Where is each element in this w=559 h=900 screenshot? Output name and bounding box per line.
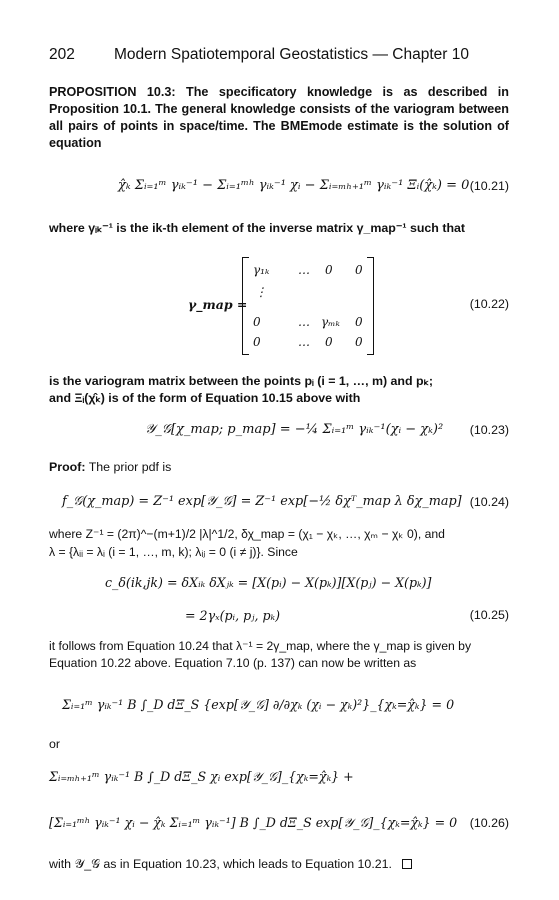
equation-number-10-21: (10.21) bbox=[469, 179, 509, 193]
matrix-cell: γₘₖ bbox=[321, 315, 340, 329]
matrix-cell: 0 bbox=[253, 335, 261, 349]
equation-10-21: χ̂ₖ Σᵢ₌₁ᵐ γᵢₖ⁻¹ − Σᵢ₌₁ᵐʰ γᵢₖ⁻¹ χᵢ − Σᵢ₌ₘₕ₊₁ᵐ γᵢₖ⁻¹ Ξᵢ(χ̂ₖ) = 0 bbox=[118, 178, 470, 193]
equation-number-10-23: (10.23) bbox=[469, 423, 509, 437]
equation-7-10-rewritten: Σᵢ₌₁ᵐ γᵢₖ⁻¹ B ∫_D dΞ_S {exp[𝒴_𝒢] ∂/∂χₖ (χᵢ − χₖ)²}_{χₖ=χ̂ₖ} = 0 bbox=[62, 697, 455, 712]
equation-10-26-line-1: Σᵢ₌ₘₕ₊₁ᵐ γᵢₖ⁻¹ B ∫_D dΞ_S χᵢ exp[𝒴_𝒢]_{χₖ=χ̂ₖ} + bbox=[49, 769, 354, 784]
equation-10-25-line-2: = 2γₓ(pᵢ, pⱼ, pₖ) bbox=[185, 608, 281, 623]
or-word: or bbox=[49, 737, 61, 751]
proposition-text: The specificatory knowledge is as described in Proposition 10.1. The general knowledge consists of the variogram between all pairs of points in space/time. The BMEmode estimate is the solution of equation bbox=[49, 85, 510, 150]
equation-number-10-26: (10.26) bbox=[469, 816, 509, 830]
proposition-label: PROPOSITION 10.3: bbox=[49, 85, 176, 99]
matrix-cell: 0 bbox=[355, 315, 363, 329]
matrix-cell: … bbox=[298, 263, 310, 277]
equation-10-25-line-1: c_δ(ik,jk) = δXᵢₖ δXⱼₖ = [X(pᵢ) − X(pₖ)][X(pⱼ) − X(pₖ)] bbox=[105, 575, 432, 590]
proof-text: The prior pdf is bbox=[88, 460, 172, 474]
matrix-cell: γ₁ₖ bbox=[253, 263, 270, 277]
closing-line bbox=[49, 857, 412, 872]
matrix-lhs: γ_map = bbox=[188, 297, 248, 312]
follows-line-2: Equation 10.22 above. Equation 7.10 (p. 137) can now be written as bbox=[49, 656, 417, 670]
where-z-line-2: λ = {λᵢᵢ = λᵢ (i = 1, …, m, k); λᵢⱼ = 0 (i ≠ j)}. Since bbox=[49, 545, 298, 559]
matrix-cell: 0 bbox=[253, 315, 261, 329]
qed-icon bbox=[402, 859, 412, 869]
proposition bbox=[49, 84, 509, 152]
proof-label: Proof: bbox=[49, 460, 86, 474]
matrix-cell: 0 bbox=[355, 263, 363, 277]
matrix-cell: 0 bbox=[325, 263, 333, 277]
equation-number-10-22: (10.22) bbox=[469, 297, 509, 311]
gamma-map-matrix bbox=[242, 257, 374, 355]
equation-10-24: f_𝒢(χ_map) = Z⁻¹ exp[𝒴_𝒢] = Z⁻¹ exp[−½ δχᵀ_map λ δχ_map] bbox=[62, 494, 462, 509]
equation-number-10-24: (10.24) bbox=[469, 495, 509, 509]
running-title: Modern Spatiotemporal Geostatistics — Chapter 10 bbox=[114, 46, 469, 63]
equation-10-26-line-2: [Σᵢ₌₁ᵐʰ γᵢₖ⁻¹ χᵢ − χ̂ₖ Σᵢ₌₁ᵐ γᵢₖ⁻¹] B ∫_D dΞ_S exp[𝒴_𝒢]_{χₖ=χ̂ₖ} = 0 bbox=[49, 815, 458, 830]
variogram-line-2: and Ξᵢ(χ̂ₖ) is of the form of Equation 10.15 above with bbox=[49, 391, 361, 405]
matrix-cell: 0 bbox=[355, 335, 363, 349]
matrix-cell: ⋮ bbox=[255, 285, 267, 299]
matrix-cell: 0 bbox=[325, 335, 333, 349]
closing-text: with 𝒴_𝒢 as in Equation 10.23, which leads to Equation 10.21. bbox=[49, 857, 392, 871]
where-line: where γᵢₖ⁻¹ is the ik-th element of the inverse matrix γ_map⁻¹ such that bbox=[49, 221, 466, 235]
where-z-line-1: where Z⁻¹ = (2π)^−(m+1)/2 |λ|^1/2, δχ_map = (χ₁ − χₖ, …, χₘ − χₖ 0), and bbox=[49, 527, 445, 541]
follows-line-1: it follows from Equation 10.24 that λ⁻¹ = 2γ_map, where the γ_map is given by bbox=[49, 639, 472, 653]
equation-number-10-25: (10.25) bbox=[469, 608, 509, 622]
matrix-cell: … bbox=[298, 335, 310, 349]
matrix-cell: … bbox=[298, 315, 310, 329]
page-number: 202 bbox=[49, 46, 75, 63]
proof-intro bbox=[49, 460, 171, 474]
variogram-line-1: is the variogram matrix between the points pᵢ (i = 1, …, m) and pₖ; bbox=[49, 374, 433, 388]
equation-10-23: 𝒴_𝒢[χ_map; p_map] = −¼ Σᵢ₌₁ᵐ γᵢₖ⁻¹(χᵢ − χₖ)² bbox=[145, 422, 444, 437]
